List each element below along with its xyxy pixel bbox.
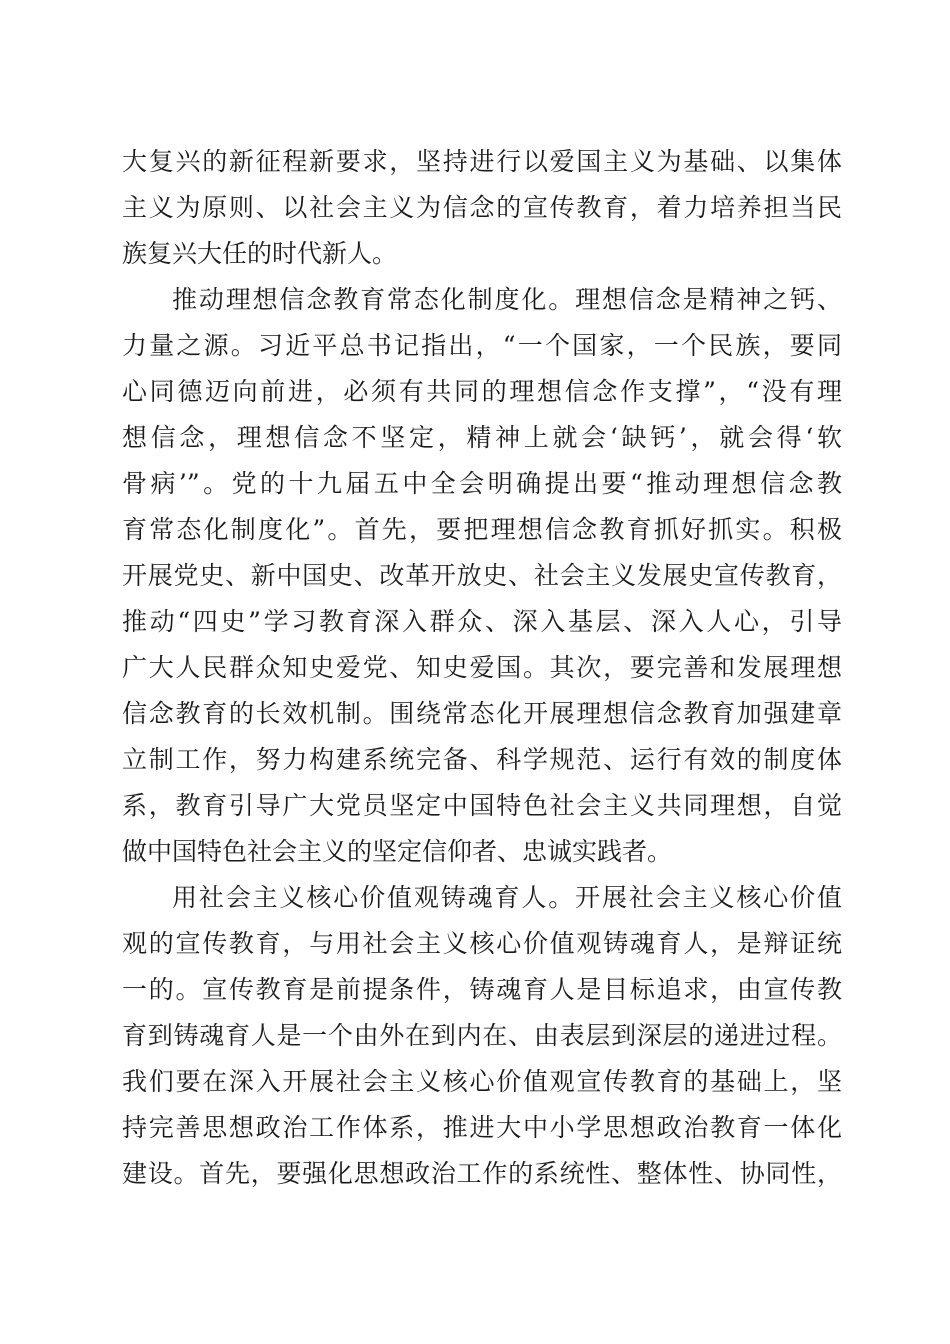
paragraph-heading-line: 推动理想信念教育常态化制度化。理想信念是精神之钙、 (172, 285, 842, 314)
document-body (122, 139, 842, 1197)
text-line: 立制工作，努力构建系统完备、科学规范、运行有效的制度体 (122, 745, 842, 774)
text-line: 育常态化制度化”。首先，要把理想信念教育抓好抓实。积极 (122, 515, 842, 544)
text-line: 育到铸魂育人是一个由外在到内在、由表层到深层的递进过程。 (122, 1021, 842, 1050)
text-line: 开展党史、新中国史、改革开放史、社会主义发展史宣传教育， (122, 561, 842, 590)
text-line: 推动“四史”学习教育深入群众、深入基层、深入人心，引导 (122, 607, 842, 636)
text-line: 信念教育的长效机制。围绕常态化开展理想信念教育加强建章 (122, 699, 842, 728)
text-line: 建设。首先，要强化思想政治工作的系统性、整体性、协同性， (122, 1159, 842, 1188)
text-line: 想信念，理想信念不坚定，精神上就会‘缺钙’，就会得‘软 (122, 423, 842, 452)
text-line: 观的宣传教育，与用社会主义核心价值观铸魂育人，是辩证统 (122, 929, 842, 958)
paragraph-heading-line: 用社会主义核心价值观铸魂育人。开展社会主义核心价值 (172, 883, 842, 912)
text-line: 系，教育引导广大党员坚定中国特色社会主义共同理想，自觉 (122, 791, 842, 820)
text-line: 一的。宣传教育是前提条件，铸魂育人是目标追求，由宣传教 (122, 975, 842, 1004)
text-line: 心同德迈向前进，必须有共同的理想信念作支撑”，“没有理 (122, 377, 842, 406)
text-line: 力量之源。习近平总书记指出，“一个国家，一个民族，要同 (122, 331, 842, 360)
text-line: 骨病’”。党的十九届五中全会明确提出要“推动理想信念教 (122, 469, 842, 498)
text-line: 大复兴的新征程新要求，坚持进行以爱国主义为基础、以集体 (122, 147, 842, 176)
text-line: 持完善思想政治工作体系，推进大中小学思想政治教育一体化 (122, 1113, 842, 1142)
text-line: 我们要在深入开展社会主义核心价值观宣传教育的基础上，坚 (122, 1067, 842, 1096)
text-line: 主义为原则、以社会主义为信念的宣传教育，着力培养担当民 (122, 193, 842, 222)
text-line: 族复兴大任的时代新人。 (122, 239, 398, 268)
text-line: 广大人民群众知史爱党、知史爱国。其次，要完善和发展理想 (122, 653, 842, 682)
text-line: 做中国特色社会主义的坚定信仰者、忠诚实践者。 (122, 837, 673, 866)
